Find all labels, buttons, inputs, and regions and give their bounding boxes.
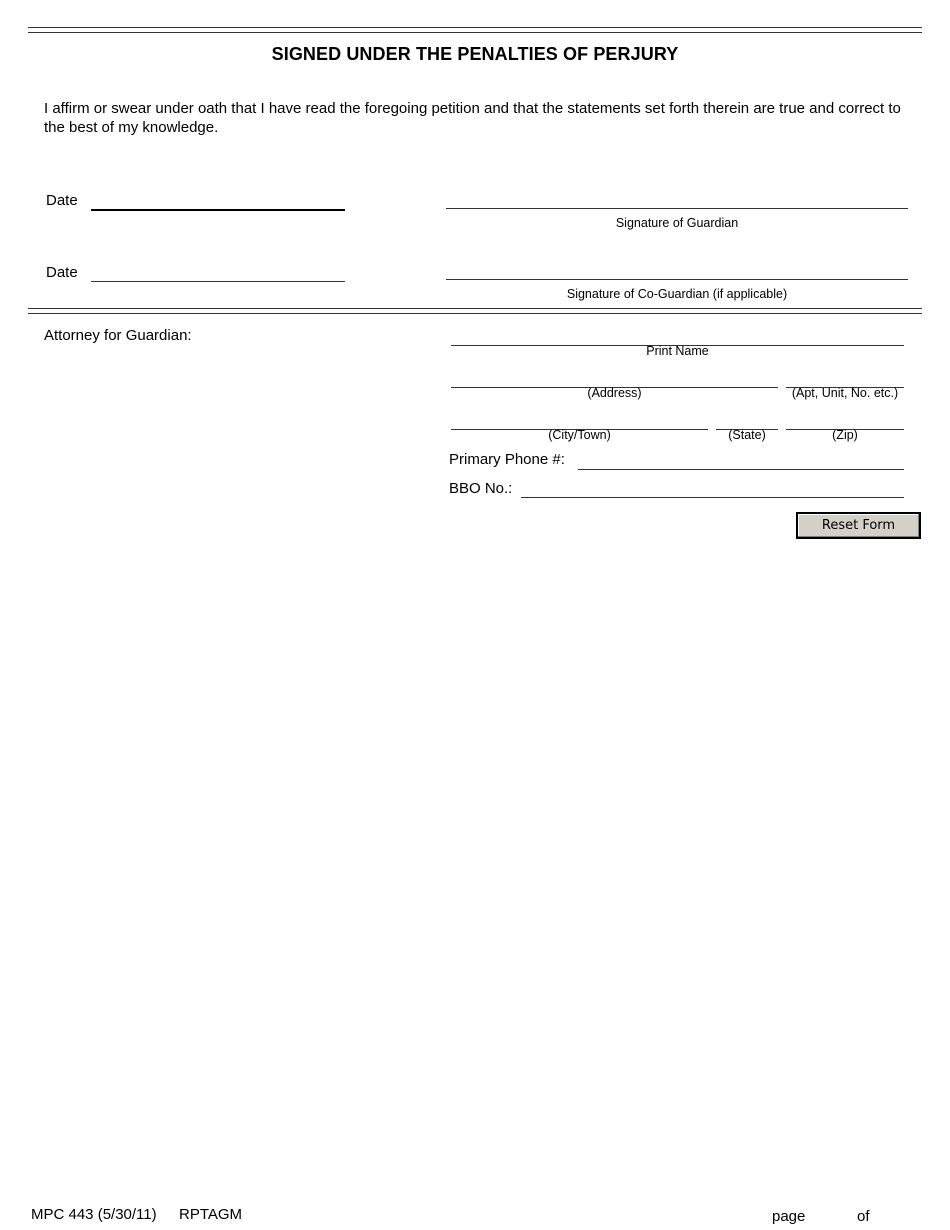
coguardian-signature-field[interactable] <box>446 261 912 281</box>
zip-caption: (Zip) <box>832 428 858 442</box>
date-label-1: Date <box>46 192 78 209</box>
apt-caption: (Apt, Unit, No. etc.) <box>791 386 899 400</box>
coguardian-signature-line <box>446 279 908 280</box>
phone-label: Primary Phone #: <box>449 451 565 468</box>
attorney-heading: Attorney for Guardian: <box>44 327 192 344</box>
page-total-input[interactable] <box>874 1206 918 1226</box>
top-divider <box>28 27 922 33</box>
bbo-label: BBO No.: <box>449 480 513 497</box>
guardian-signature-field[interactable] <box>446 190 912 210</box>
bbo-line <box>521 497 904 498</box>
phone-input[interactable] <box>578 451 908 471</box>
form-code: MPC 443 (5/30/11) <box>31 1206 157 1223</box>
address-caption: (Address) <box>587 386 642 400</box>
date-line-1 <box>91 209 345 211</box>
of-label: of <box>857 1208 870 1225</box>
city-caption: (City/Town) <box>548 428 611 442</box>
state-caption: (State) <box>728 428 766 442</box>
form-id: RPTAGM <box>179 1206 243 1223</box>
guardian-signature-caption: Signature of Guardian <box>615 216 739 230</box>
middle-divider <box>28 308 922 314</box>
page-number-input[interactable] <box>812 1206 854 1226</box>
reset-form-button[interactable]: Reset Form <box>796 512 921 539</box>
coguardian-signature-caption: Signature of Co-Guardian (if applicable) <box>566 287 788 301</box>
guardian-signature-line <box>446 208 908 209</box>
page-label: page <box>772 1208 806 1225</box>
phone-line <box>578 469 904 470</box>
date-label-2: Date <box>46 264 78 281</box>
date-line-2 <box>91 281 345 282</box>
page-title: SIGNED UNDER THE PENALTIES OF PERJURY <box>271 44 679 64</box>
print-name-caption: Print Name <box>646 344 709 358</box>
affirmation-text: I affirm or swear under oath that I have read the foregoing petition and that the statements set forth therein are true and correct to the best of my knowledge. <box>44 100 901 136</box>
